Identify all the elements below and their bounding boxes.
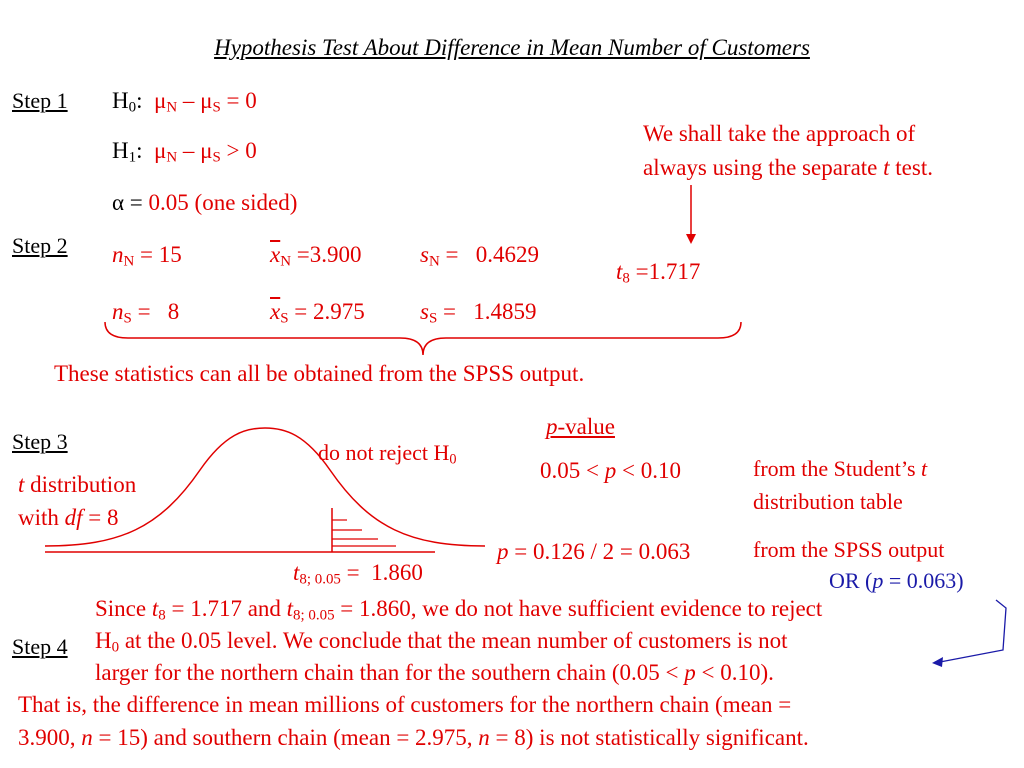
conclusion-line-1: Since $t_8 = 1.717$ and $t_{8; 0.05} = 1.860$, we do not have sufficient evidence to reject <box>95 596 823 624</box>
spss-source-note: from the SPSS output <box>753 537 945 562</box>
alternative-hypothesis: $H_1$: $\mu_N - \mu_S > 0$ <box>112 138 257 166</box>
t-distribution-curve <box>45 428 485 546</box>
step-4-label: Step 4 <box>12 634 68 659</box>
conclusion-line-3: larger for the northern chain than for the southern chain (0.05 < p < 0.10). <box>95 660 774 685</box>
or-arrow <box>940 600 1006 662</box>
step-3-label: Step 3 <box>12 429 68 454</box>
p-value-range: 0.05 < p < 0.10 <box>540 458 681 483</box>
page-title: Hypothesis Test About Difference in Mean Number of Customers <box>214 35 810 60</box>
p-value-heading: p-value <box>546 414 615 439</box>
n-northern: $n_N = 15$ <box>112 242 182 270</box>
do-not-reject-label: do not reject $H_0$ <box>318 440 457 468</box>
t-statistic: $t_8 =1.717$ <box>616 259 701 287</box>
approach-arrow-head <box>686 234 696 244</box>
n-southern: $n_S$ = 8 <box>112 299 180 327</box>
sd-southern: $s_S$ = 1.4859 <box>420 299 537 327</box>
critical-value: $t_{8; 0.05} = 1.860$ <box>293 560 423 588</box>
approach-note: We shall take the approach of always using the separate t test. <box>643 121 933 180</box>
mean-southern: $\overline{x}_S = 2.975$ <box>270 299 365 327</box>
rejection-region-hatching <box>332 520 396 546</box>
spss-note: These statistics can all be obtained from the SPSS output. <box>54 361 585 386</box>
null-hypothesis: $H_0$: $\mu_N - \mu_S = 0$ <box>112 88 257 116</box>
spss-p-value: p = 0.126 / 2 = 0.063 <box>497 539 691 564</box>
sd-northern: $s_N$ = 0.4629 <box>420 242 539 270</box>
grouping-brace <box>105 322 741 355</box>
step-1-label: Step 1 <box>12 88 68 113</box>
mean-northern: $\overline{x}_N =3.900$ <box>270 242 362 270</box>
conclusion-line-5: 3.900, n = 15) and southern chain (mean = 2.975, n = 8) is not statistically significant. <box>18 725 809 750</box>
conclusion-line-2: $H_0$ at the 0.05 level. We conclude that the mean number of customers is not <box>95 628 788 656</box>
table-source-note: from the Student’s t distribution table <box>753 456 928 514</box>
t-distribution-label: t distribution with df = 8 <box>18 472 137 530</box>
significance-level: α = 0.05 (one sided) <box>112 190 298 215</box>
or-p-value: OR (p = 0.063) <box>829 568 964 593</box>
conclusion-line-4: That is, the difference in mean millions of customers for the northern chain (mean = <box>18 692 792 717</box>
step-2-label: Step 2 <box>12 233 68 258</box>
or-arrow-head <box>932 657 943 667</box>
